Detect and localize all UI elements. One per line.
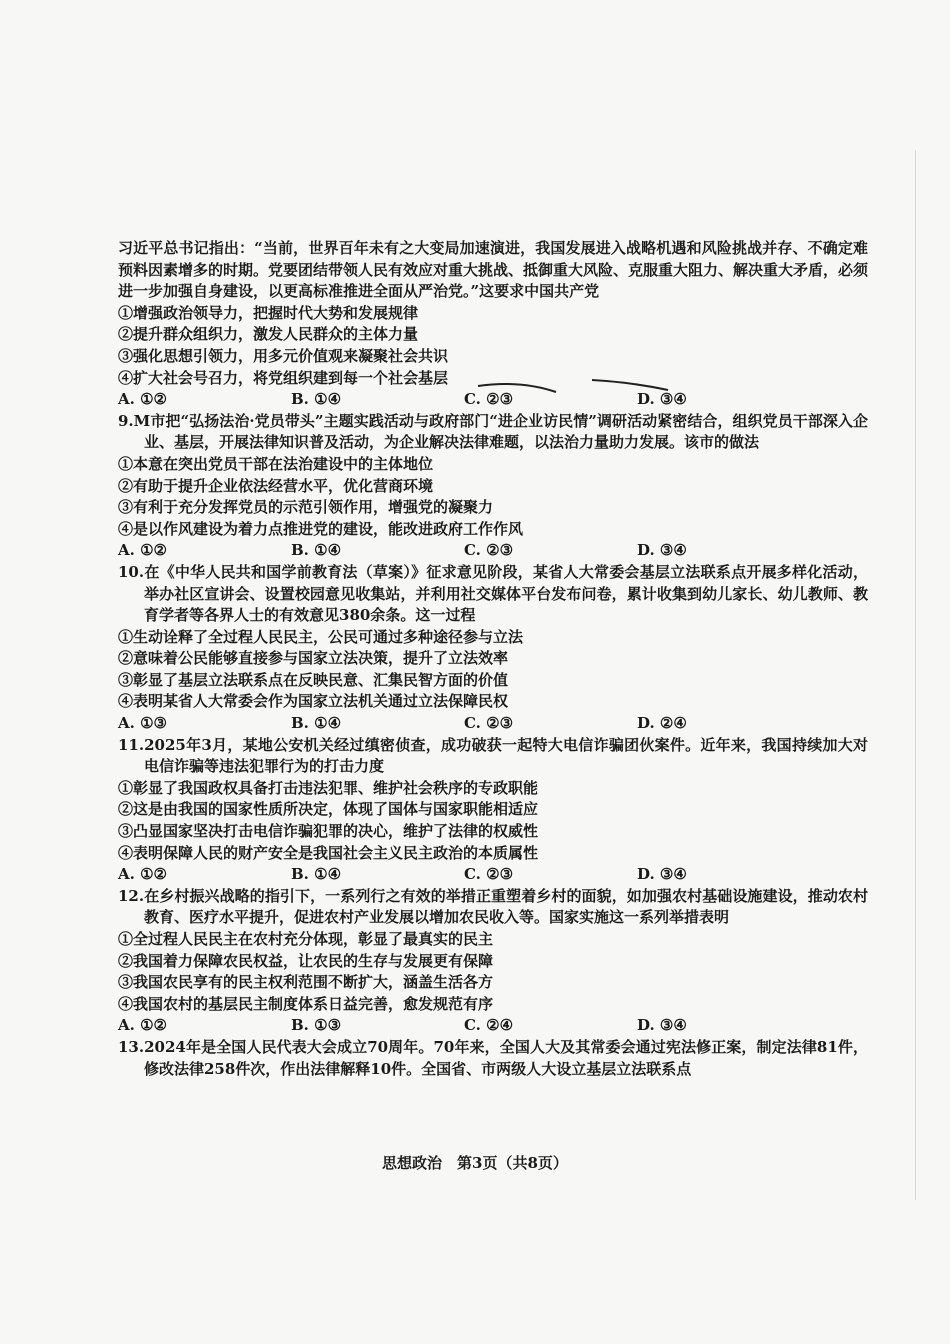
choice-d[interactable]: D. ③④ <box>637 541 687 560</box>
question-10 <box>118 562 868 735</box>
question-11-option-1: ①彰显了我国政权具备打击违法犯罪、维护社会秩序的专政职能 <box>118 778 539 797</box>
question-9-number: 9. <box>118 411 134 430</box>
question-8-option-4: ④扩大社会号召力，将党组织建到每一个社会基层 <box>118 368 449 387</box>
question-11-stem <box>118 735 868 778</box>
choice-d[interactable]: D. ③④ <box>637 865 687 884</box>
page-footer: 思想政治 第3页（共8页） <box>382 1154 568 1172</box>
question-12-option-4: ④我国农村的基层民主制度体系日益完善，愈发规范有序 <box>118 994 494 1013</box>
choice-d[interactable]: D. ②④ <box>637 714 687 733</box>
question-8-option-1: ①增强政治领导力，把握时代大势和发展规律 <box>118 303 419 322</box>
question-9 <box>118 411 868 562</box>
choice-a[interactable]: A. ①② <box>118 1016 167 1035</box>
choice-d[interactable]: D. ③④ <box>637 1016 687 1035</box>
question-11-choices <box>118 864 868 886</box>
choice-b[interactable]: B. ①③ <box>291 1016 342 1035</box>
question-9-stem <box>118 411 868 454</box>
choice-a[interactable]: A. ①② <box>118 390 167 409</box>
page-content <box>118 238 868 1080</box>
question-9-option-4: ④是以作风建设为着力点推进党的建设，能改进政府工作作风 <box>118 519 524 538</box>
question-11-option-2: ②这是由我国的国家性质所决定，体现了国体与国家职能相适应 <box>118 800 539 819</box>
question-9-text: M市把“弘扬法治·党员带头”主题实践活动与政府部门“进企业访民情”调研活动紧密结合，组织党员干部深入企业、基层，开展法律知识普及活动，为企业解决法律难题，以法治力量助力发展。该市的做法 <box>133 411 868 452</box>
choice-d[interactable]: D. ③④ <box>637 390 687 409</box>
question-10-option-3: ③彰显了基层立法联系点在反映民意、汇集民智方面的价值 <box>118 670 509 689</box>
question-13 <box>118 1037 868 1080</box>
question-11 <box>118 735 868 886</box>
question-11-text: 2025年3月，某地公安机关经过缜密侦查，成功破获一起特大电信诈骗团伙案件。近年来，我国持续加大对电信诈骗等违法犯罪行为的打击力度 <box>144 735 868 776</box>
choice-a[interactable]: A. ①② <box>118 865 167 884</box>
question-8 <box>118 238 868 411</box>
question-13-stem <box>118 1037 868 1080</box>
question-13-text: 2024年是全国人民代表大会成立70周年。70年来，全国人大及其常委会通过宪法修正案，制定法律81件，修改法律258件次，作出法律解释10件。全国省、市两级人大设立基层立法联系点 <box>144 1037 868 1078</box>
question-10-option-1: ①生动诠释了全过程人民民主，公民可通过多种途径参与立法 <box>118 627 524 646</box>
question-12-option-1: ①全过程人民民主在农村充分体现，彰显了最真实的民主 <box>118 930 494 948</box>
question-12-option-2: ②我国着力保障农民权益，让农民的生存与发展更有保障 <box>118 951 494 970</box>
choice-c[interactable]: C. ②③ <box>464 541 514 560</box>
question-10-option-2: ②意味着公民能够直接参与国家立法决策，提升了立法效率 <box>118 649 509 668</box>
question-12 <box>118 886 868 1037</box>
choice-b[interactable]: B. ①④ <box>291 714 342 733</box>
question-12-text: 在乡村振兴战略的指引下，一系列行之有效的举措正重塑着乡村的面貌，如加强农村基础设施建设，推动农村教育、医疗水平提升，促进农村产业发展以增加农民收入等。国家实施这一系列举措表明 <box>144 886 868 927</box>
question-12-option-3: ③我国农民享有的民主权利范围不断扩大，涵盖生活各方 <box>118 973 494 992</box>
question-10-text: 在《中华人民共和国学前教育法（草案）》征求意见阶段，某省人大常委会基层立法联系点开展多样化活动，举办社区宣讲会、设置校园意见收集站，并利用社交媒体平台发布问卷，累计收集到幼儿家长、幼儿教师、教育学者等各界人士的有效意见380余条。这一过程 <box>144 562 868 625</box>
choice-c[interactable]: C. ②③ <box>464 390 514 409</box>
scan-edge-line <box>915 150 916 1200</box>
question-11-number: 11. <box>118 735 145 754</box>
question-10-choices <box>118 713 868 735</box>
choice-a[interactable]: A. ①③ <box>118 714 167 733</box>
question-9-option-1: ①本意在突出党员干部在法治建设中的主体地位 <box>118 454 434 473</box>
question-8-choices <box>118 389 868 411</box>
question-8-option-3: ③强化思想引领力，用多元价值观来凝聚社会共识 <box>118 346 449 365</box>
question-11-option-4: ④表明保障人民的财产安全是我国社会主义民主政治的本质属性 <box>118 843 539 862</box>
question-12-number: 12. <box>118 886 145 905</box>
question-8-option-2: ②提升群众组织力，激发人民群众的主体力量 <box>118 325 419 344</box>
choice-c[interactable]: C. ②③ <box>464 714 514 733</box>
choice-b[interactable]: B. ①④ <box>291 865 342 884</box>
choice-b[interactable]: B. ①④ <box>291 541 342 560</box>
question-9-choices <box>118 540 868 562</box>
question-9-option-3: ③有利于充分发挥党员的示范引领作用，增强党的凝聚力 <box>118 498 494 517</box>
question-10-option-4: ④表明某省人大常委会作为国家立法机关通过立法保障民权 <box>118 692 509 711</box>
choice-c[interactable]: C. ②④ <box>464 1016 514 1035</box>
choice-c[interactable]: C. ②③ <box>464 865 514 884</box>
question-12-stem <box>118 886 868 929</box>
question-10-number: 10. <box>118 562 145 581</box>
question-9-option-2: ②有助于提升企业依法经营水平，优化营商环境 <box>118 476 434 495</box>
question-13-number: 13. <box>118 1037 145 1056</box>
choice-a[interactable]: A. ①② <box>118 541 167 560</box>
question-11-option-3: ③凸显国家坚决打击电信诈骗犯罪的决心，维护了法律的权威性 <box>118 822 539 841</box>
question-12-choices <box>118 1015 868 1037</box>
question-8-stem: 习近平总书记指出：“当前，世界百年未有之大变局加速演进，我国发展进入战略机遇和风险挑战并存、不确定难预料因素增多的时期。党要团结带领人民有效应对重大挑战、抵御重大风险、克服重大阻力、解决重大矛盾，必须进一步加强自身建设，以更高标准推进全面从严治党。”这要求中国共产党 <box>118 239 869 301</box>
choice-b[interactable]: B. ①④ <box>291 390 342 409</box>
question-10-stem <box>118 562 868 627</box>
